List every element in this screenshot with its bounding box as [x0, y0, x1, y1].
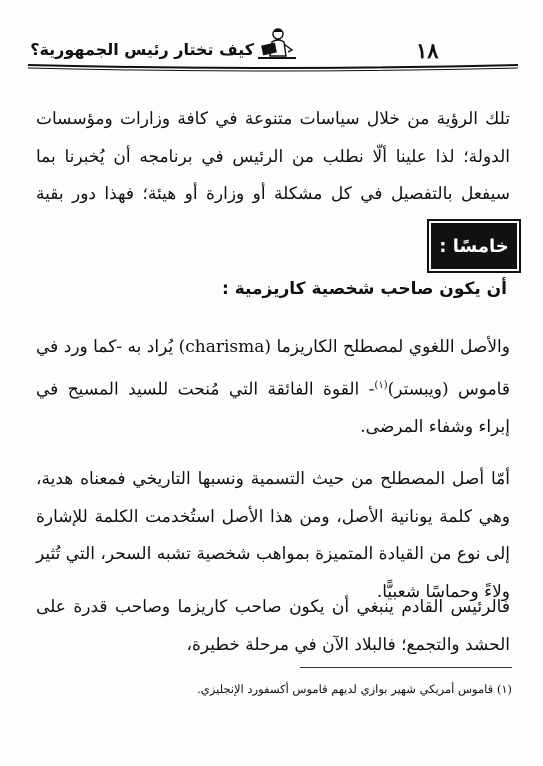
footnote: (١) قاموس أمريكي شهير بوازي لديهم قاموس أكسفورد الإنجليزي. [197, 682, 512, 696]
paragraph-2 [36, 329, 510, 446]
paragraph-2-end: - القوة الفائقة التي مُنحت للسيد المسيح في إبراء وشفاء المرضى. [36, 379, 510, 437]
section-heading: أن يكون صاحب شخصية كاريزمية : [222, 279, 507, 299]
footnote-reference: (١) [374, 379, 388, 391]
header-rule [28, 62, 518, 72]
paragraph-2-start: والأصل اللغوي لمصطلح الكاريزما (charisma) يُراد به -كما ورد في قاموس (ويبستر) [36, 337, 510, 400]
section-label: خامسًا : [431, 223, 517, 269]
page-header [28, 26, 518, 72]
paragraph-4: فالرئيس القادم ينبغي أن يكون صاحب كاريزما وصاحب قدرة على الحشد والتجمع؛ فالبلاد الآن في مرحلة خطيرة، [36, 597, 510, 655]
page-number: ١٨ [416, 38, 439, 63]
paragraph-3: أمّا أصل المصطلح من حيث التسمية ونسبها التاريخي فمعناه هدية، وهي كلمة يونانية الأصل، ومن هذا الأصل استُخدمت الكلمة للإشارة إلى نوع من القيادة المتميزة بمواهب شخصية تشبه السحر، التي تُثير ولاءً وحماسًا شعبيًّا. [36, 469, 510, 602]
footnote-divider [300, 667, 512, 668]
paragraph-1: تلك الرؤية من خلال سياسات متنوعة في كافة وزارات ومؤسسات الدولة؛ لذا علينا ألّا نطلب من الرئيس في برنامجه أن يُخبرنا بما سيفعل بالتفصيل في كل مشكلة أو وزارة أو هيئة؛ فهذا دور بقية [36, 109, 510, 204]
person-reading-icon [256, 26, 298, 62]
running-title: كيف تختار رئيس الجمهورية؟ [30, 40, 254, 59]
